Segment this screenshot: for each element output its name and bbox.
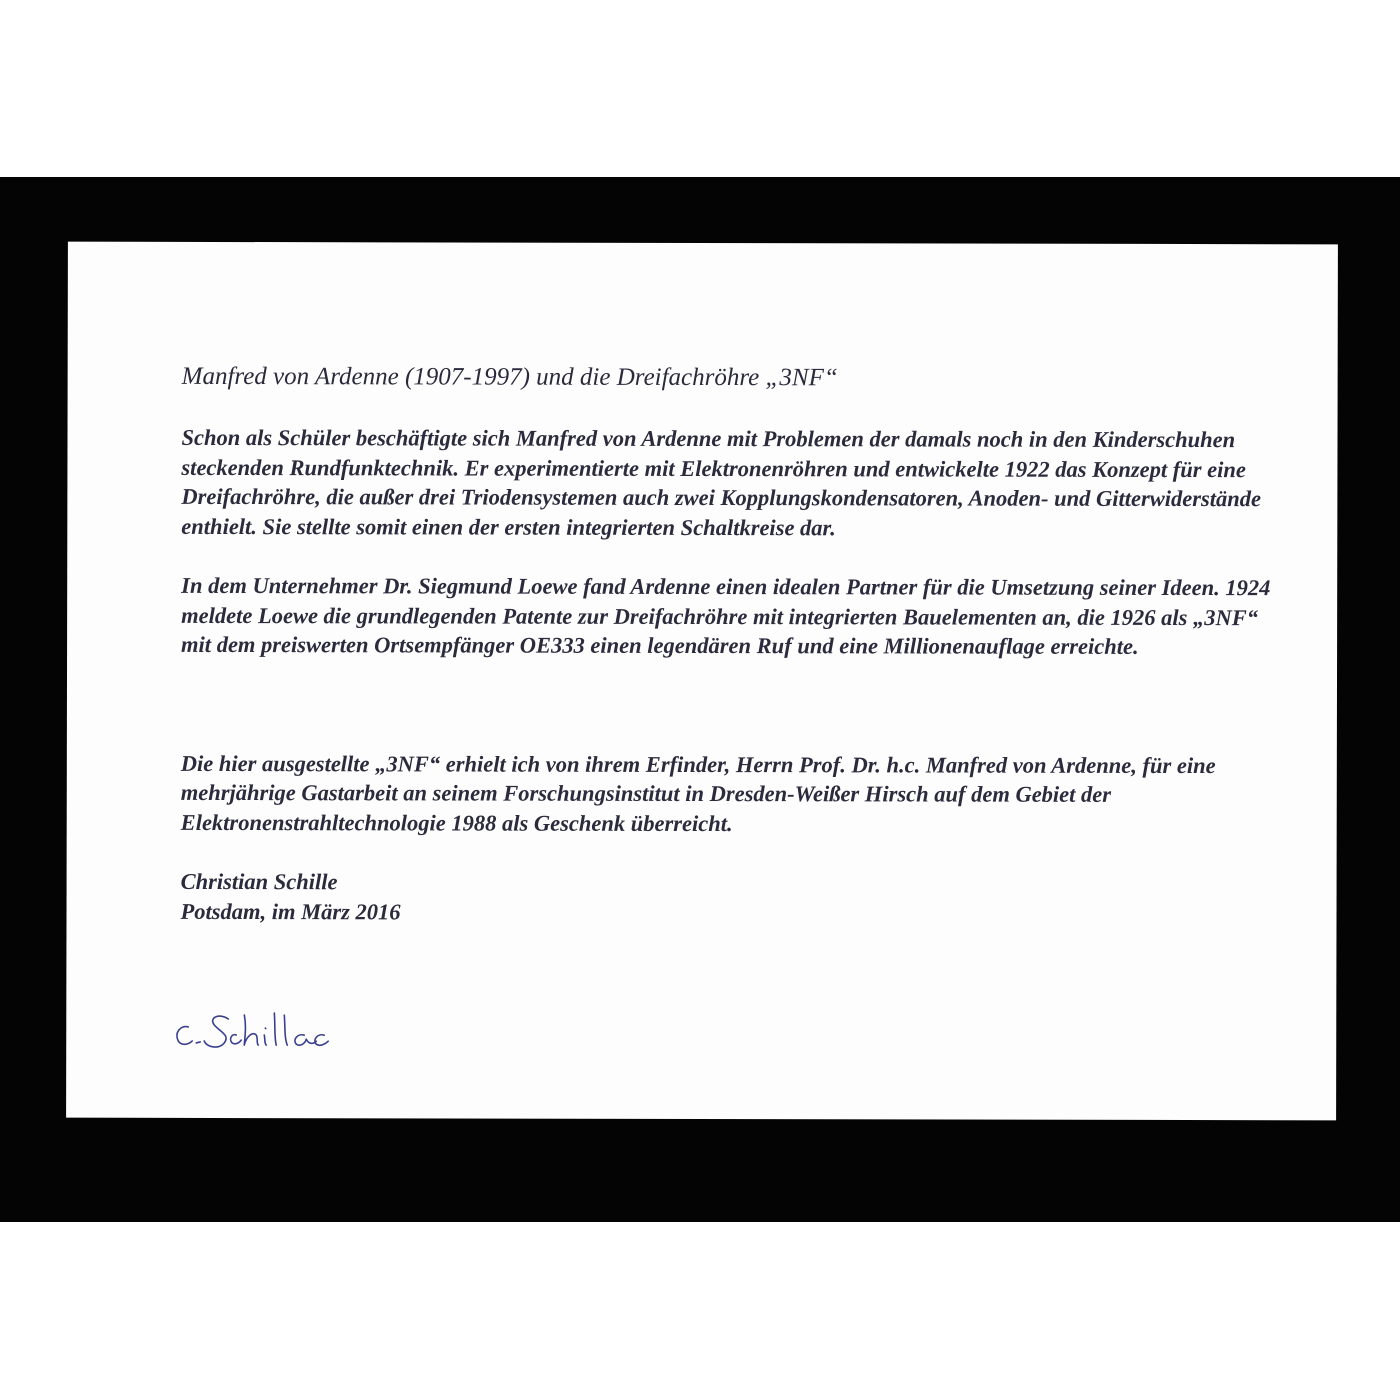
paper-sheet [66, 242, 1338, 1121]
paragraph-3: Die hier ausgestellte „3NF“ erhielt ich von ihrem Erfinder, Herrn Prof. Dr. h.c. Manfred von Ardenne, für eine mehrjährige Gastarbeit an seinem Forschungsinstitut in Dresden-Weißer Hirsch auf dem Gebiet der Elektronenstrahltechnologie 1988 als Geschenk überreicht. [180, 750, 1216, 836]
black-frame [0, 177, 1400, 1222]
paragraph-1: Schon als Schüler beschäftigte sich Manfred von Ardenne mit Problemen der damals noch in den Kinderschuhen steckenden Rundfunktechnik. Er experimentierte mit Elektronenröhren und entwickelte 1922 das Konzept für eine Dreifachröhre, die außer drei Triodensystemen auch zwei Kopplungskondensatoren, Anoden- und Gitterwiderstände enthielt. Sie stellte somit einen der ersten integrierten Schaltkreise dar. [181, 424, 1262, 540]
document-title: Manfred von Ardenne (1907-1997) und die Dreifachröhre „3NF“ [181, 362, 838, 392]
document-body [180, 362, 1281, 928]
paragraph-2: In dem Unternehmer Dr. Siegmund Loewe fand Ardenne einen idealen Partner für die Umsetzung seiner Ideen. 1924 meldete Loewe die grundlegenden Patente zur Dreifachröhre mit integrierten Bauelementen an, die 1926 als „3NF“ mit dem preiswerten Ortsempfänger OE333 einen legendären Ruf und eine Millionenauflage erreichte. [181, 572, 1271, 659]
place-date: Potsdam, im März 2016 [180, 898, 401, 924]
handwritten-signature [166, 997, 366, 1057]
signature-block [180, 867, 1280, 928]
author-name: Christian Schille [180, 868, 338, 895]
